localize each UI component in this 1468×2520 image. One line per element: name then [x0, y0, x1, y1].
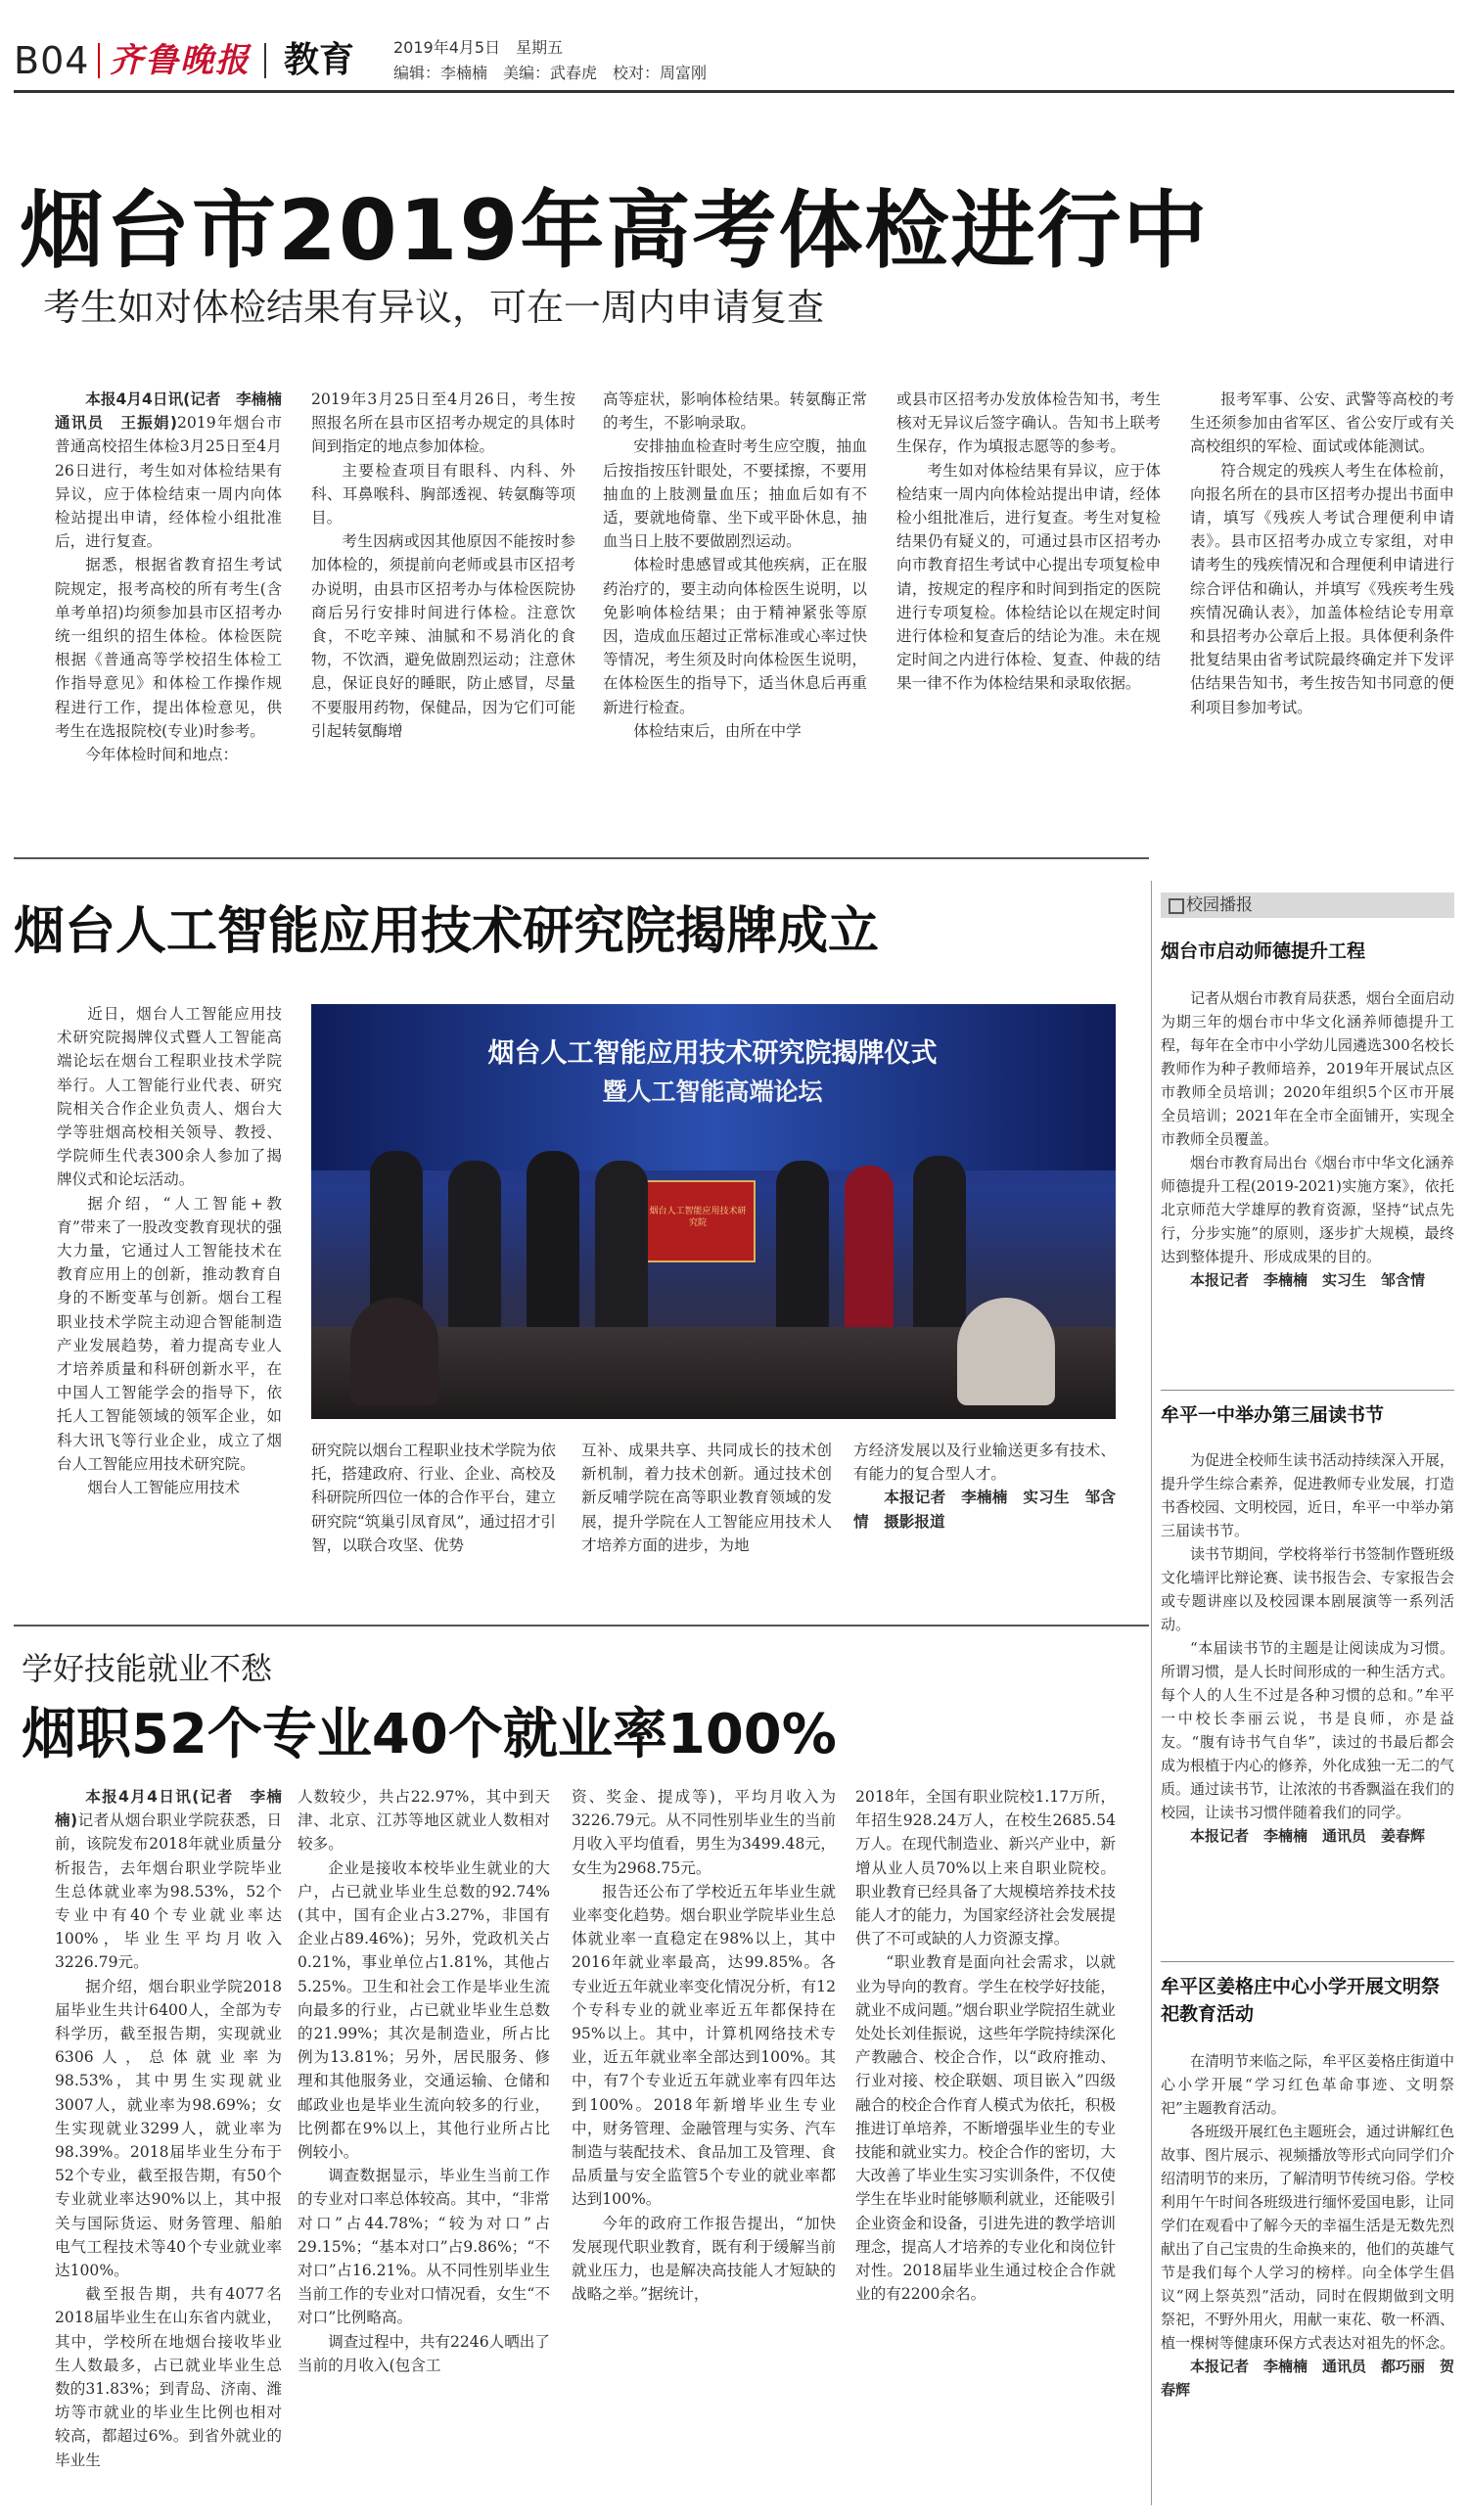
masthead-rule [14, 90, 1454, 93]
byline: 本报记者 李楠楠 实习生 邹含情 [1190, 1271, 1426, 1289]
article3-column-2: 人数较少，共占22.97%，其中到天津、北京、江苏等地区就业人数相对较多。 企业是接收本校毕业生就业的大户，占已就业毕业生总数的92.74%(其中，国有企业占3.27%，非国有企业占89.46%)；另外，党政机关占0.21%，事业单位占1.81%，其他占5.25%。卫生和社会工作是毕业生流向最多的行业，占已就业毕业生总数的21.99%；其次是制造业，所占比例为13.81%；另外，居民服务、修理和其他服务业，交通运输、仓储和邮政业也是毕业生流向较多的行业，比例都在9%以上，其他行业所占比例较小。 调查数据显示，毕业生当前工作的专业对口率总体较高。其中，“非常对口”占44.78%；“较为对口”占29.15%；“基本对口”占9.86%；“不对口”占16.21%。从不同性别毕业生当前工作的专业对口情况看，女生“不对口”比例略高。 调查过程中，共有2246人晒出了当前的月收入(包含工 [298, 1788, 550, 2374]
byline: 本报4月4日讯(记者 李楠楠 通讯员 王振娟) [55, 390, 298, 433]
article1-column-5: 报考军事、公安、武警等高校的考生还须参加由省军区、省公安厅或有关高校组织的军检、面试或体能测试。 符合规定的残疾人考生在体检前，向报名所在的县市区招考办提出书面申请，填写《残疾人考试合理便利申请表》。县市区招考办成立专家组，对申请考生的残疾情况和合理便利申请进行综合评估和确认，并填写《残疾考生残疾情况确认表》，加盖体检结论专用章和县招考办公章后上报。具体便利条件批复结果由省考试院最终确定并下发评估结果告知书，考生按告知书同意的便利项目参加考试。 [1190, 390, 1454, 716]
byline: 本报记者 李楠楠 通讯员 姜春辉 [1190, 1827, 1426, 1845]
article3-column-1: 本报4月4日讯(记者 李楠楠)记者从烟台职业学院获悉，日前，该院发布2018年就业质量分析报告，去年烟台职业学院毕业生总体就业率为98.53%，52个专业中有40个专业就业率达100%，毕业生平均月收入3226.79元。 据介绍，烟台职业学院2018届毕业生共计6400人，全部为专科学历，截至报告期，实现就业6306人，总体就业率为98.53%，其中男生实现就业3007人，就业率为98.69%；女生实现就业3299人，就业率为98.39%。2018届毕业生分布于52个专业，截至报告期，有50个专业就业率达90%以上，其中报关与国际货运、财务管理、船舶电气工程技术等40个专业就业率达100%。 截至报告期，共有4077名2018届毕业生在山东省内就业，其中，学校所在地烟台接收毕业生人数最多，占已就业毕业生总数的31.83%；到青岛、济南、潍坊等市就业的毕业生比例也相对较高，都超过6%。到省外就业的毕业生 [55, 1788, 282, 2469]
sidebar-header: 校园播报 [1186, 895, 1253, 915]
byline: 本报记者 李楠楠 实习生 邹含情 摄影报道 [853, 1489, 1116, 1531]
paper-logo: 齐鲁晚报 [110, 41, 251, 80]
audience-head [957, 1298, 1055, 1405]
person [913, 1156, 966, 1347]
news-title-3: 牟平区姜格庄中心小学开展文明祭祀教育活动 [1161, 1976, 1441, 2025]
byline: 本报4月4日讯(记者 李楠楠) [55, 1788, 282, 1830]
ceremony-photo [311, 1004, 1116, 1419]
masthead-divider [98, 43, 100, 78]
article1-column-2: 2019年3月25日至4月26日，考生按照报名所在县市区招考办规定的具体时间到指定的地点参加体检。 主要检查项目有眼科、内科、外科、耳鼻喉科、胸部透视、转氨酶等项目。 考生因病或因其他原因不能按时参加体检的，须提前向老师或县市区招考办说明，由县市区招考办与体检医院协商后另行安排时间进行体检。注意饮食，不吃辛辣、油腻和不易消化的食物，不饮酒，避免做剧烈运动；注意休息，保证良好的睡眠，防止感冒，尽量不要服用药物，保健品，因为它们可能引起转氨酶增 [311, 390, 575, 740]
article1-column-4: 或县市区招考办发放体检告知书，考生核对无异议后签字确认。告知书上联考生保存，作为填报志愿等的参考。 考生如对体检结果有异议，应于体检结束一周内向体检站提出申请，经体检小组批准后，进行复查。考生对复检结果仍有疑义的，可通过县市区招考办向市教育招生考试中心提出专项复检申请，按规定的程序和时间到指定的医院进行专项复检。体检结论以在规定时间进行体检和复查后的结论为准。未在规定时间之内进行体检、复查、仲裁的结果一律不作为体检结果和录取依据。 [896, 390, 1161, 693]
news-body-2: 为促进全校师生读书活动持续深入开展，提升学生综合素养，促进教师专业发展，打造书香校园、文明校园，近日，牟平一中举办第三届读书节。 读书节期间，学校将举行书签制作暨班级文化墙评比辩论赛、读书报告会、专家报告会或专题讲座以及校园课本剧展演等一系列活动。 “本届读书节的主题是让阅读成为习惯。所谓习惯，是人长时间形成的一种生活方式。每个人的人生不过是各种习惯的总和。”牟平一中校长李丽云说，书是良师，亦是益友。“腹有诗书气自华”，读过的书最后都会成为根植于内心的修养，外化成独一无二的气质。通过读书节，让浓浓的书香飘溢在我们的校园，让读书习惯伴随着我们的同学。 本报记者 李楠楠 通讯员 姜春辉 [1161, 1451, 1455, 1845]
kicker: 学好技能就业不愁 [22, 1650, 273, 1687]
article3-column-4: 2018年，全国有职业院校1.17万所，年招生928.24万人，在校生2685.54万人。在现代制造业、新兴产业中，新增从业人员70%以上来自职业院校。职业教育已经具备了大规模培养技术技能人才的能力，为国家经济社会发展提供了不可或缺的人力资源支撑。 “职业教育是面向社会需求，以就业为导向的教育。学生在校学好技能，就业不成问题。”烟台职业学院招生就业处处长刘佳振说，这些年学院持续深化产教融合、校企合作，以“政府推动、行业对接、校企联姻、项目嵌入”四级融合的校企合作育人模式为依托，积极推进订单培养，不断增强毕业生的专业技能和就业实力。校企合作的密切，大大改善了毕业生实习实训条件，不仅使学生在毕业时能够顺利就业，还能吸引企业资金和设备，引进先进的教学培训理念，提高人才培养的专业化和岗位针对性。2018届毕业生通过校企合作就业的有2200余名。 [855, 1788, 1116, 2304]
banner-line-2: 暨人工智能高端论坛 [602, 1077, 823, 1106]
article1-column-3: 高等症状，影响体检结果。转氨酶正常的考生，不影响录取。 安排抽血检查时考生应空腹，抽血后按指按压针眼处，不要揉擦，不要用抽血的上肢测量血压；抽血后如有不适，要就地倚靠、坐下或平卧休息，抽血当日上肢不要做剧烈运动。 体检时患感冒或其他疾病，正在服药治疗的，要主动向体检医生说明，以免影响体检结果；由于精神紧张等原因，造成血压超过正常标准或心率过快等情况，考生须及时向体检医生说明，在体检医生的指导下，适当休息后再重新进行检查。 体检结束后，由所在中学 [603, 390, 867, 740]
article3-column-3: 资、奖金、提成等)，平均月收入为3226.79元。从不同性别毕业生的当前月收入平均值看，男生为3499.48元，女生为2968.75元。 报告还公布了学校近五年毕业生就业率变化趋势。烟台职业学院毕业生总体就业率一直稳定在98%以上，其中2016年就业率最高，达99.85%。各专业近五年就业率变化情况分析，有12个专科专业的就业率近五年都保持在95%以上。其中，计算机网络技术专业，近五年就业率全部达到100%。其中，有7个专业近五年就业率有四年达到100%。2018年新增毕业生专业中，财务管理、金融管理与实务、汽车制造与装配技术、食品加工及管理、食品质量与安全监管5个专业的就业率都达到100%。 今年的政府工作报告提出，“加快发展现代职业教育，既有利于缓解当前就业压力，也是解决高技能人才短缺的战略之举。”据统计， [572, 1788, 836, 2304]
masthead-divider-2 [264, 43, 266, 78]
person [845, 1166, 894, 1347]
person [527, 1151, 579, 1347]
article2-column-4: 方经济发展以及行业输送更多有技术、有能力的复合型人才。 本报记者 李楠楠 实习生 邹含情 摄影报道 [853, 1442, 1116, 1531]
headline: 烟台人工智能应用技术研究院揭牌成立 [14, 902, 880, 961]
person [448, 1161, 501, 1347]
article1-column-1: 本报4月4日讯(记者 李楠楠 通讯员 王振娟)2019年烟台市普通高校招生体检3月25日至4月26日进行，考生如对体检结果有异议，应于体检结束一周内向体检站提出申请，经体检小组批准后，进行复查。 据悉，根据省教育招生考试院规定，报考高校的所有考生(含单考单招)均须参加县市区招考办统一组织的招生体检。体检医院根据《普通高等学校招生体检工作指导意见》和体检工作操作规程进行工作，提出体检意见，供考生在选报院校(专业)时参考。 今年体检时间和地点： [55, 390, 298, 764]
section-name: 教育 [284, 40, 355, 80]
news-title-2: 牟平一中举办第三届读书节 [1161, 1404, 1385, 1426]
editor-credits: 编辑：李楠楠 美编：武春虎 校对：周富刚 [393, 64, 708, 82]
audience-head [350, 1298, 438, 1405]
headline: 烟职52个专业40个就业率100% [22, 1703, 837, 1766]
headline: 烟台市2019年高考体检进行中 [20, 182, 1210, 280]
section-rule [14, 1625, 1149, 1627]
sidebar-icon [1169, 898, 1184, 914]
item-rule [1161, 1961, 1454, 1962]
sidebar-divider [1151, 881, 1152, 2505]
item-rule [1161, 1390, 1454, 1391]
issue-date: 2019年4月5日 星期五 [393, 38, 564, 57]
section-rule [14, 857, 1149, 859]
page-code: B04 [14, 39, 90, 82]
person [776, 1161, 829, 1347]
news-body-1: 记者从烟台市教育局获悉，烟台全面启动为期三年的烟台市中华文化涵养师德提升工程，每年在全市中小学幼儿园遴选300名校长教师作为种子教师培养，2019年开展试点区市教师全员培训；2020年组织5个区市开展全员培训；2021年在全市全面铺开，实现全市教师全员覆盖。 烟台市教育局出台《烟台市中华文化涵养师德提升工程(2019-2021)实施方案》，依托北京师范大学雄厚的教育资源，坚持“试点先行，分步实施”的原则，逐步扩大规模，最终达到整体提升、形成成果的目的。 本报记者 李楠楠 实习生 邹含情 [1161, 989, 1455, 1289]
article2-column-2: 研究院以烟台工程职业技术学院为依托，搭建政府、行业、企业、高校及科研院所四位一体的合作平台，建立研究院“筑巢引凤育凤”，通过招才引智，以联合攻坚、优势 [311, 1442, 556, 1554]
banner-line-1: 烟台人工智能应用技术研究院揭牌仪式 [487, 1038, 938, 1069]
person [595, 1161, 648, 1347]
plaque-label: 烟台人工智能应用技术研究院 [649, 1207, 747, 1228]
byline: 本报记者 李楠楠 通讯员 都巧丽 贺春辉 [1161, 2358, 1455, 2399]
article2-column-3: 互补、成果共享、共同成长的技术创新机制，着力技术创新。通过技术创新反哺学院在高等职业教育领域的发展，提升学院在人工智能应用技术人才培养方面的进步，为地 [581, 1442, 832, 1554]
news-body-3: 在清明节来临之际，牟平区姜格庄街道中心小学开展“学习红色革命事迹、文明祭祀”主题教育活动。 各班级开展红色主题班会，通过讲解红色故事、图片展示、视频播放等形式向同学们介绍清明节的来历，了解清明节传统习俗。学校利用午午时间各班级进行缅怀爱国电影，让同学们在观看中了解今天的幸福生活是无数先烈献出了自己宝贵的生命换来的，他们的英雄气节是我们每个人学习的榜样。向全体学生倡议“网上祭英烈”活动，同时在假期做到文明祭祀，不野外用火，用献一束花、敬一杯酒、植一棵树等健康环保方式表达对祖先的怀念。 本报记者 李楠楠 通讯员 都巧丽 贺春辉 [1161, 2052, 1455, 2399]
article2-column-1: 近日，烟台人工智能应用技术研究院揭牌仪式暨人工智能高端论坛在烟台工程职业技术学院举行。人工智能行业代表、研究院相关合作企业负责人、烟台大学等驻烟高校相关领导、教授、学院师生代表300余人参加了揭牌仪式和论坛活动。 据介绍，“人工智能+教育”带来了一股改变教育现状的强大力量，它通过人工智能技术在教育应用上的创新，推动教育自身的不断变革与创新。烟台工程职业技术学院主动迎合智能制造产业发展趋势，着力提高专业人才培养质量和科研创新水平，在中国人工智能学会的指导下，依托人工智能领域的领军企业，如科大讯飞等行业企业，成立了烟台人工智能应用技术研究院。 烟台人工智能应用技术 [57, 1005, 282, 1497]
news-title-1: 烟台市启动师德提升工程 [1161, 940, 1366, 962]
subheadline: 考生如对体检结果有异议，可在一周内申请复查 [43, 286, 825, 329]
